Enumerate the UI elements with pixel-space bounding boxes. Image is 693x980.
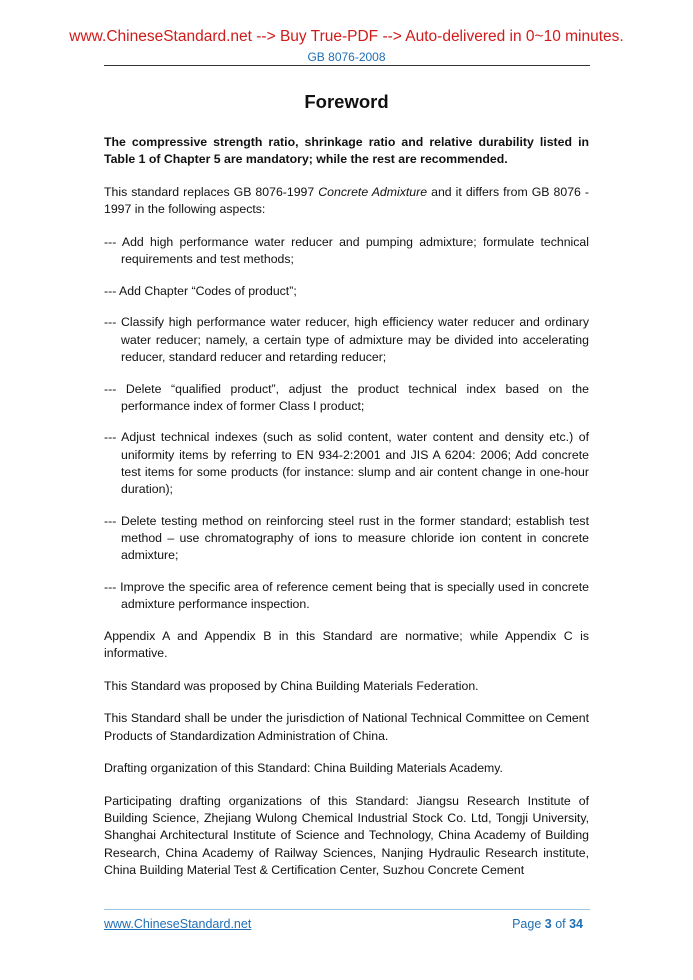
page-indicator xyxy=(512,916,583,932)
change-item: --- Delete “qualified product”, adjust the product technical index based on the performance index of former Class I product; xyxy=(104,381,589,413)
header-banner-link[interactable]: www.ChineseStandard.net --> Buy True-PDF --> Auto-delivered in 0~10 minutes. xyxy=(69,28,624,45)
footer-divider xyxy=(104,909,590,910)
change-item: --- Improve the specific area of reference cement being that is specially used in concrete admixture performance inspection. xyxy=(104,579,589,612)
document-body xyxy=(104,134,589,895)
replaces-statement xyxy=(104,184,589,218)
participating-orgs-statement: Participating drafting organizations of this Standard: Jiangsu Research Institute of Building Science, Zhejiang Wulong Chemical Industrial Stock Co. Ltd, Tongji University, Shanghai Architectural Institute of Science and Technology, China Academy of Building Research, China Academy of Railway Sciences, Nanjing Hydraulic Research institute, China Building Material Test & Certification Center, Suzhou Concrete Cement xyxy=(104,793,589,877)
change-item: --- Add Chapter “Codes of product”; xyxy=(104,283,297,298)
mandatory-statement: The compressive strength ratio, shrinkage ratio and relative durability listed in Table 1 of Chapter 5 are mandatory; while the rest are recommended. xyxy=(104,135,589,167)
appendix-statement: Appendix A and Appendix B in this Standard are normative; while Appendix C is informative. xyxy=(104,628,589,660)
page-title: Foreword xyxy=(304,91,389,112)
page-total: 34 xyxy=(569,917,583,931)
footer-site-link[interactable]: www.ChineseStandard.net xyxy=(104,917,252,931)
change-item: --- Delete testing method on reinforcing steel rust in the former standard; establish test method – use chromatography of ions to measure chloride ion content in concrete admixture; xyxy=(104,513,589,563)
jurisdiction-statement: This Standard shall be under the jurisdiction of National Technical Committee on Cement Products of Standardization Administration of China. xyxy=(104,711,589,743)
replaces-after: and it differs from GB 8076 - 1997 in the following aspects: xyxy=(104,184,589,217)
page-current: 3 xyxy=(544,917,552,931)
proposer-statement: This Standard was proposed by China Building Materials Federation. xyxy=(104,678,479,693)
change-item: --- Add high performance water reducer and pumping admixture; formulate technical requirements and test methods; xyxy=(104,234,589,267)
replaces-before: This standard replaces GB 8076-1997 xyxy=(104,184,319,199)
page-prefix: Page xyxy=(512,917,545,931)
replaces-title: Concrete Admixture xyxy=(318,184,428,199)
change-item: --- Adjust technical indexes (such as solid content, water content and density etc.) of uniformity items by referring to EN 934-2:2001 and JIS A 6204: 2006; Add concrete test items for some products (for instance: slump and air content change in one-hour duration); xyxy=(104,430,589,497)
header-divider xyxy=(104,65,590,66)
standard-number: GB 8076-2008 xyxy=(307,50,386,64)
page-of: of xyxy=(551,917,570,931)
change-item: --- Classify high performance water reducer, high efficiency water reducer and ordinary water reducer; namely, a certain type of admixture may be divided into accelerating reducer, standard reducer and retarding reducer; xyxy=(104,315,589,364)
drafting-org-statement: Drafting organization of this Standard: China Building Materials Academy. xyxy=(104,761,503,776)
